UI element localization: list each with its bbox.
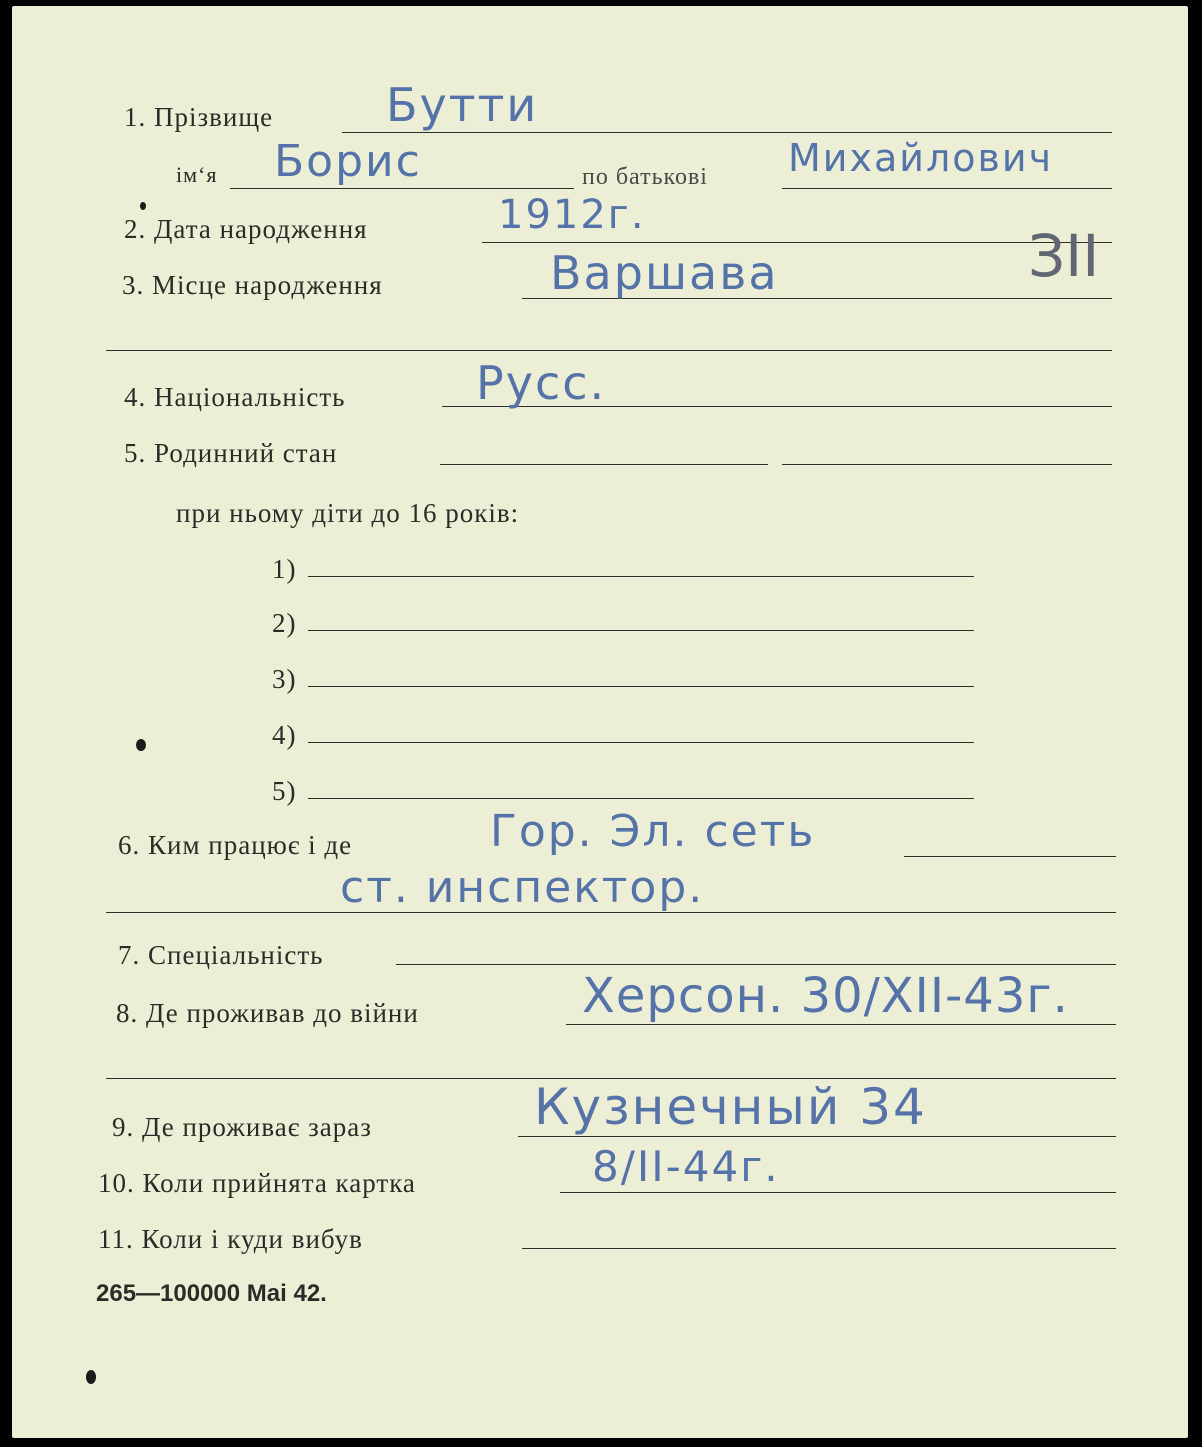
patronymic-line <box>782 188 1112 189</box>
label-birth-place: 3. Місце народження <box>122 270 383 300</box>
child-4-line <box>308 742 974 743</box>
label-child-4: 4) <box>272 720 297 750</box>
surname-line <box>342 132 1112 133</box>
registration-card <box>12 6 1188 1438</box>
value-work-line-1[interactable]: Гор. Эл. сеть <box>490 806 816 857</box>
value-birth-place-note[interactable]: ЗII <box>1028 222 1100 290</box>
label-child-2: 2) <box>272 608 297 638</box>
value-nationality[interactable]: Русс. <box>476 356 607 410</box>
label-current-residence: 9. Де проживає зараз <box>112 1112 372 1142</box>
label-nationality: 4. Національність <box>124 382 346 412</box>
card-accepted-line <box>560 1192 1116 1193</box>
label-specialty: 7. Спеціальність <box>118 940 324 970</box>
value-card-date[interactable]: 8/II-44г. <box>592 1142 780 1191</box>
label-card-accepted: 10. Коли прийнята картка <box>98 1168 416 1198</box>
punch-hole <box>86 1370 96 1384</box>
value-first-name[interactable]: Борис <box>274 136 422 187</box>
name-line <box>230 188 574 189</box>
value-prewar-address[interactable]: Херсон. 30/XII-43г. <box>582 968 1069 1024</box>
label-birth-date: 2. Дата народження <box>124 214 368 244</box>
label-child-5: 5) <box>272 776 297 806</box>
marital-line-a <box>440 464 768 465</box>
birth-place-line-2 <box>106 350 1112 351</box>
label-prewar-residence: 8. Де проживав до війни <box>116 998 419 1028</box>
birth-date-line <box>482 242 1112 243</box>
prewar-line <box>566 1024 1116 1025</box>
child-1-line <box>308 576 974 577</box>
print-code: 265—100000 Mai 42. <box>96 1280 327 1307</box>
value-birth-date[interactable]: 1912г. <box>498 192 646 238</box>
child-3-line <box>308 686 974 687</box>
label-occupation: 6. Ким працює і де <box>118 830 353 860</box>
label-marital-status: 5. Родинний стан <box>124 438 338 468</box>
label-patronymic: по батькові <box>582 164 708 190</box>
child-2-line <box>308 630 974 631</box>
punch-hole <box>136 739 146 751</box>
label-departed: 11. Коли і куди вибув <box>98 1224 363 1254</box>
ink-spot <box>140 202 146 210</box>
occupation-line <box>904 856 1116 857</box>
value-work-line-2[interactable]: ст. инспектор. <box>340 862 705 913</box>
child-5-line <box>308 798 974 799</box>
departed-line <box>522 1248 1116 1249</box>
current-residence-line <box>518 1136 1116 1137</box>
value-patronymic[interactable]: Михайлович <box>788 136 1054 180</box>
marital-line-b <box>782 464 1112 465</box>
label-children: при ньому діти до 16 років: <box>176 498 520 528</box>
specialty-line <box>396 964 1116 965</box>
label-name: ім‘я <box>176 162 218 187</box>
value-birth-place[interactable]: Варшава <box>550 246 779 300</box>
value-current-address[interactable]: Кузнечный 34 <box>534 1078 927 1136</box>
label-surname: 1. Прізвище <box>124 102 274 132</box>
value-surname[interactable]: Бутти <box>386 78 539 132</box>
label-child-1: 1) <box>272 554 297 584</box>
label-child-3: 3) <box>272 664 297 694</box>
